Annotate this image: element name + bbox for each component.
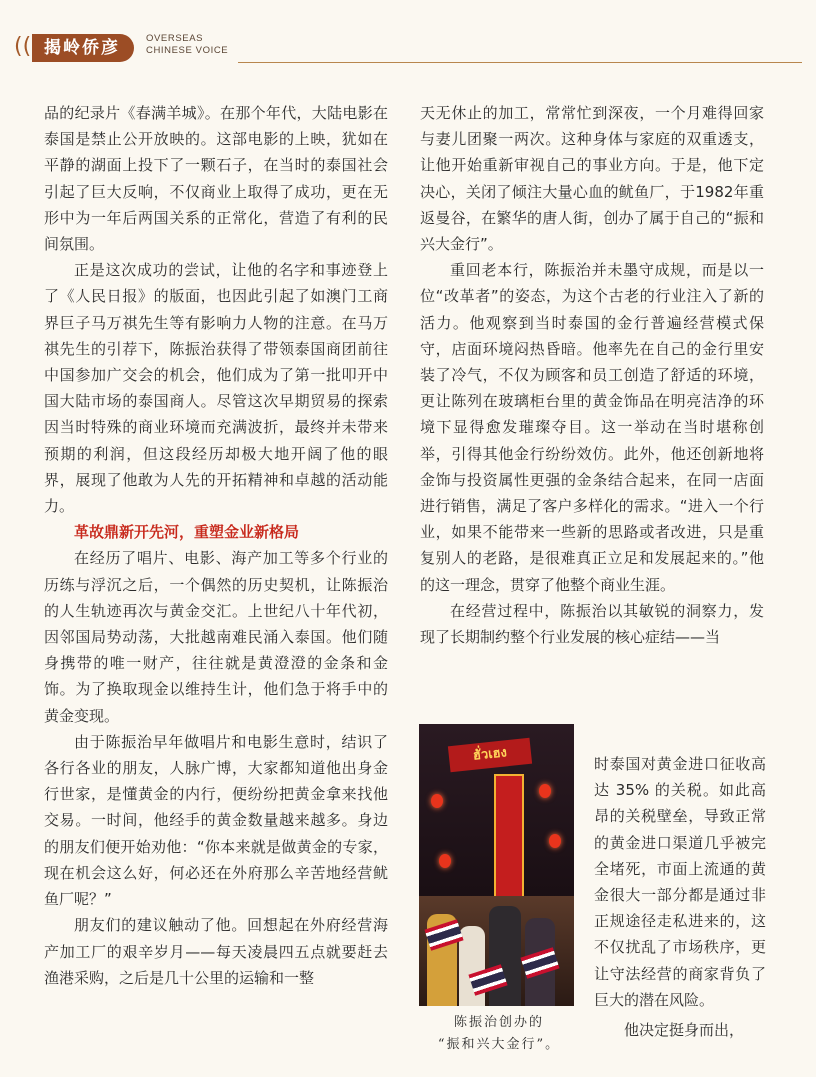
sound-wave-icon: (( [14,34,32,59]
paragraph: 天无休止的加工，常常忙到深夜，一个月难得回家与妻儿团聚一两次。这种身体与家庭的双重透支，让他开始重新审视自己的事业方向。于是，他下定决心，关闭了倾注大量心血的鱿鱼厂，于1982年重返曼谷，在繁华的唐人街，创办了属于自己的“振和兴大金行”。 [420,104,764,254]
paragraph: 他决定挺身而出， [624,1021,745,1040]
section-english-title [146,33,228,57]
lantern-icon [439,854,451,868]
english-title-line1: OVERSEAS [146,33,204,44]
lantern-icon [539,784,551,798]
left-column [44,100,388,991]
paragraph: 时泰国对黄金进口征收高达 35% 的关税。如此高昂的关税壁垒，导致正常的黄金进口渠道几乎被完全堵死，市面上流通的黄金很大一部分都是通过非正规途径走私进来的，这不仅扰乱了市场秩序，更让守法经营的商家背负了巨大的潜在风险。 [594,755,766,1009]
section-heading: 革故鼎新开先河，重塑金业新格局 [74,523,300,542]
person [489,906,521,1006]
photo-caption [419,1012,579,1056]
storefront-photo [419,724,574,1006]
paragraph: 在经营过程中，陈振治以其敏锐的洞察力，发现了长期制约整个行业发展的核心症结——当 [420,601,764,647]
header-divider [238,62,802,63]
caption-line: “振和兴大金行”。 [437,1037,561,1052]
paragraph: 正是这次成功的尝试，让他的名字和事迹登上了《人民日报》的版面，也因此引起了如澳门工商界巨子马万祺先生等有影响力人物的注意。在马万祺先生的引荐下，陈振治获得了带领泰国商团前往中国参加广交会的机会，他们成为了第一批叩开中国大陆市场的泰国商人。尽管这次早期贸易的探索因当时特殊的商业环境而充满波折，最终并未带来预期的利润，但这段经历却极大地开阔了他的眼界，展现了他敢为人先的开拓精神和卓越的活动能力。 [44,261,388,516]
lantern-icon [549,834,561,848]
right-column-wrap [594,751,766,1043]
paragraph: 朋友们的建议触动了他。回想起在外府经营海产加工厂的艰辛岁月——每天凌晨四五点就要赶去渔港采购，之后是几十公里的运输和一整 [44,916,388,987]
paragraph: 由于陈振治早年做唱片和电影生意时，结识了各行各业的朋友，人脉广博，大家都知道他出身金行世家，是懂黄金的内行，便纷纷把黄金拿来找他交易。一时间，他经手的黄金数量越来越多。身边的朋友们便开始劝他：“你本来就是做黄金的专家，现在机会这么好，何必还在外府那么辛苦地经营鱿鱼厂呢？” [44,732,388,909]
english-title-line2: CHINESE VOICE [146,45,229,56]
paragraph: 品的纪录片《春满羊城》。在那个年代，大陆电影在泰国是禁止公开放映的。这部电影的上映，犹如在平静的湖面上投下了一颗石子，在当时的泰国社会引起了巨大反响，不仅商业上取得了成功，更在无形中为一年后两国关系的正常化，营造了有利的民间氛围。 [44,104,388,254]
page-header [0,28,816,68]
lantern-icon [431,794,443,808]
paragraph: 在经历了唱片、电影、海产加工等多个行业的历练与浮沉之后，一个偶然的历史契机，让陈振治的人生轨迹再次与黄金交汇。上世纪八十年代初，因邻国局势动荡，大批越南难民涌入泰国。他们随身携带的唯一财产，往往就是黄澄澄的金条和金饰。为了换取现金以维持生计，他们急于将手中的黄金变现。 [44,549,388,725]
vertical-shop-sign [494,774,524,904]
caption-line: 陈振治创办的 [453,1015,544,1030]
right-column [420,100,764,650]
thai-shop-sign: ฮั่วเฮง [448,738,532,772]
paragraph: 重回老本行，陈振治并未墨守成规，而是以一位“改革者”的姿态，为这个古老的行业注入了新的活力。他观察到当时泰国的金行普遍经营模式保守，店面环境闷热昏暗。他率先在自己的金行里安装了冷气，不仅为顾客和员工创造了舒适的环境，更让陈列在玻璃柜台里的黄金饰品在明亮洁净的环境下显得愈发璀璨夺目。这一举动在当时堪称创举，引得其他金行纷纷效仿。此外，他还创新地将金饰与投资属性更强的金条结合起来，在同一店面进行销售，满足了客户多样化的需求。“进入一个行业，如果不能带来一些新的思路或者改进，只是重复别人的老路，是很难真正立足和发展起来的。”他的这一理念，贯穿了他整个商业生涯。 [420,261,764,594]
section-title: 揭岭侨彦 [32,34,134,62]
